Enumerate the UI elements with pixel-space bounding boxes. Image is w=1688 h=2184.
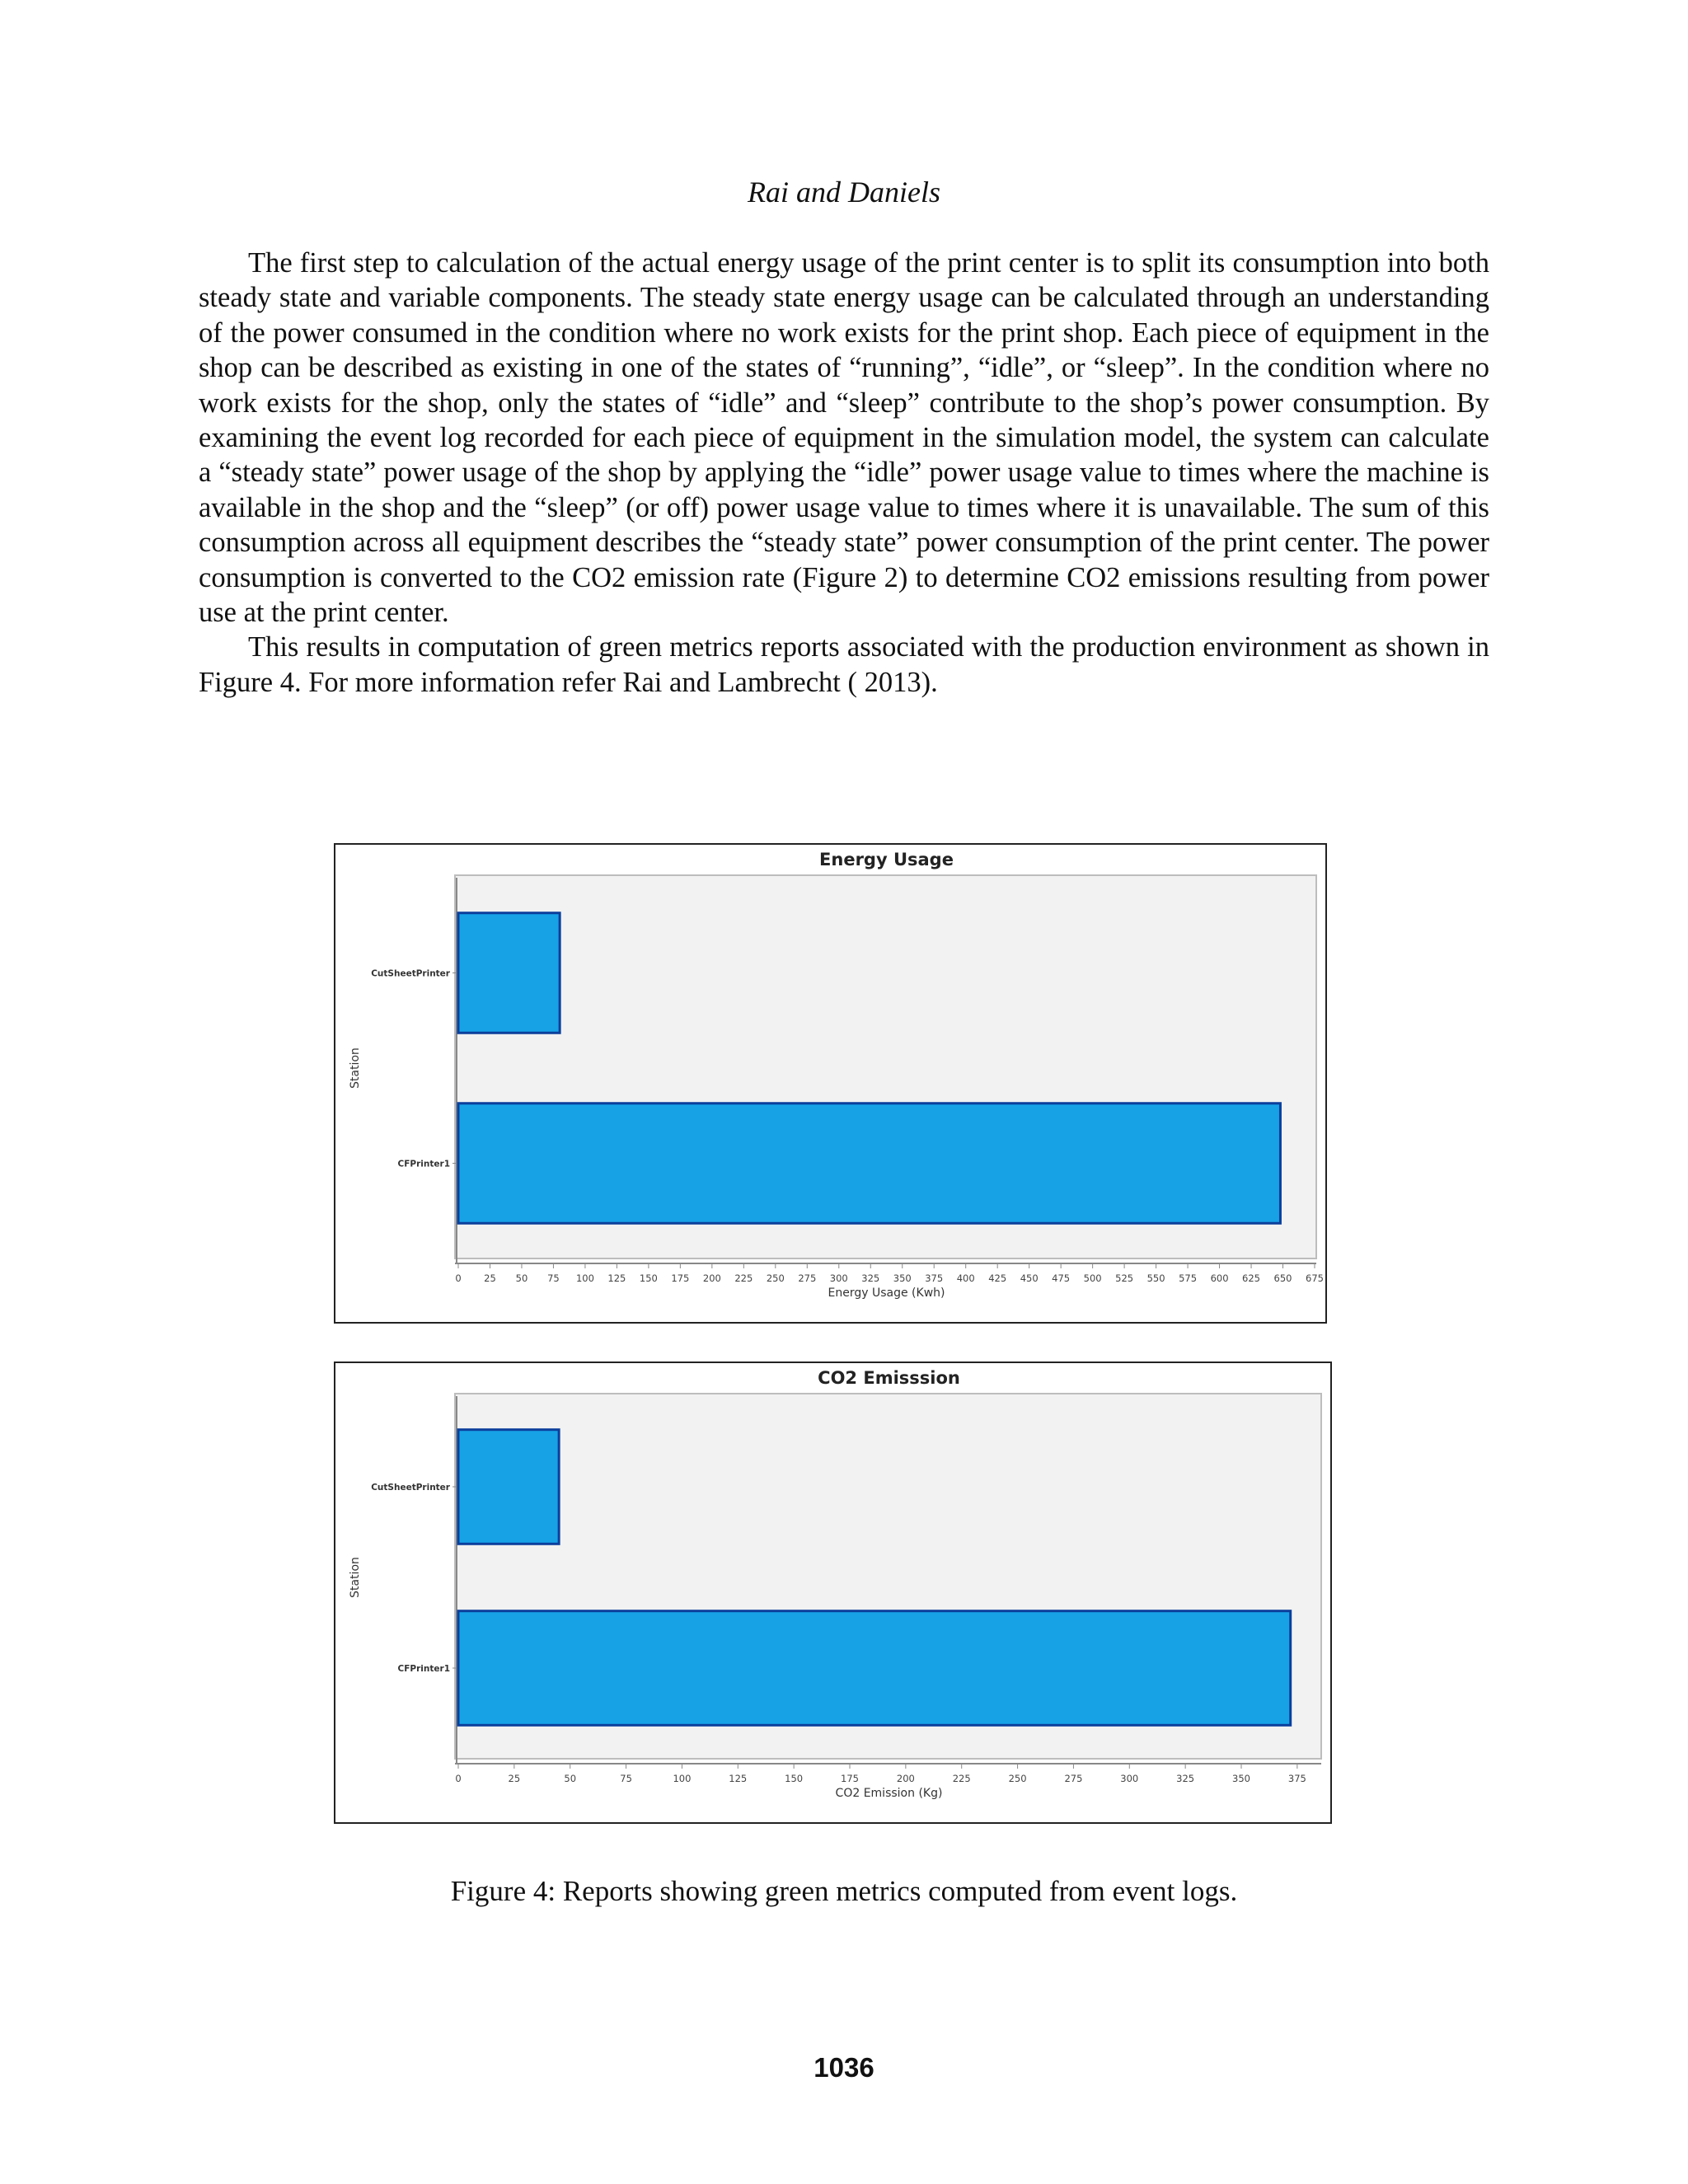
x-tick-label: 425 [988, 1272, 1007, 1284]
chart-title: Energy Usage [819, 850, 954, 869]
x-tick-label: 575 [1179, 1272, 1198, 1284]
x-tick-label: 400 [956, 1272, 975, 1284]
x-tick-label: 200 [702, 1272, 721, 1284]
x-tick-label: 375 [925, 1272, 944, 1284]
paragraph-1: The first step to calculation of the actual energy usage of the print center is to split its consumption into both steady state and variable components. The steady state energy usage can be calculated through an understanding of the power consumed in the condition where no work exists for the print shop. Each piece of equipment in the shop can be described as existing in one of the states of “running”, “idle”, or “sleep”. In the condition where no work exists for the shop, only the states of “idle” and “sleep” contribute to the shop’s power consumption. By examining the event log recorded for each piece of equipment in the simulation model, the system can calculate a “steady state” power usage of the shop by applying the “idle” power usage value to times where the machine is available in the shop and the “sleep” (or off) power usage value to times where it is unavailable. The sum of this consumption across all equipment describes the “steady state” power consumption of the print center. The power consumption is converted to the CO2 emission rate (Figure 2) to determine CO2 emissions resulting from power use at the print center. [199, 247, 1489, 629]
x-tick-label: 50 [515, 1272, 528, 1284]
page-number: 1036 [814, 2052, 874, 2083]
x-tick-label: 0 [455, 1773, 462, 1784]
chart-title: CO2 Emisssion [818, 1368, 960, 1388]
x-tick-label: 625 [1242, 1272, 1261, 1284]
x-tick-label: 375 [1287, 1773, 1306, 1784]
x-tick-label: 450 [1020, 1272, 1039, 1284]
x-tick-label: 100 [673, 1773, 692, 1784]
x-axis-label: Energy Usage (Kwh) [828, 1286, 945, 1300]
x-tick-label: 325 [1176, 1773, 1195, 1784]
x-tick-label: 175 [841, 1773, 859, 1784]
category-label: CutSheetPrinter [371, 1483, 450, 1493]
body-text [199, 246, 1489, 700]
x-axis-label: CO2 Emission (Kg) [835, 1787, 943, 1800]
category-label: CutSheetPrinter [371, 968, 450, 979]
x-tick-label: 150 [785, 1773, 804, 1784]
x-tick-label: 150 [639, 1272, 658, 1284]
bar-cutsheetprinter [458, 1430, 559, 1544]
running-header: Rai and Daniels [748, 176, 940, 209]
x-tick-label: 325 [861, 1272, 880, 1284]
x-tick-label: 675 [1306, 1272, 1324, 1284]
co2-emission-chart-svg [335, 1363, 1330, 1822]
energy-usage-chart-svg [335, 845, 1325, 1322]
x-tick-label: 175 [671, 1272, 690, 1284]
x-tick-label: 50 [564, 1773, 577, 1784]
bar-cfprinter1 [458, 1104, 1280, 1224]
x-tick-label: 25 [484, 1272, 496, 1284]
category-label: CFPrinter1 [397, 1664, 450, 1674]
x-tick-label: 650 [1273, 1272, 1292, 1284]
y-axis-label: Station [349, 1047, 362, 1089]
x-tick-label: 200 [896, 1773, 915, 1784]
x-tick-label: 350 [1232, 1773, 1250, 1784]
x-tick-label: 75 [620, 1773, 632, 1784]
x-tick-label: 75 [547, 1272, 560, 1284]
x-tick-label: 0 [455, 1272, 462, 1284]
x-tick-label: 275 [798, 1272, 817, 1284]
x-tick-label: 125 [729, 1773, 748, 1784]
x-tick-label: 350 [893, 1272, 912, 1284]
energy-usage-chart [334, 843, 1327, 1324]
co2-emission-chart [334, 1361, 1332, 1824]
x-tick-label: 225 [952, 1773, 971, 1784]
x-tick-label: 600 [1210, 1272, 1229, 1284]
category-label: CFPrinter1 [397, 1159, 450, 1169]
x-tick-label: 25 [508, 1773, 521, 1784]
bar-cutsheetprinter [458, 913, 560, 1033]
x-tick-label: 250 [1008, 1773, 1027, 1784]
bar-cfprinter1 [458, 1611, 1291, 1726]
x-tick-label: 300 [1120, 1773, 1139, 1784]
x-tick-label: 300 [829, 1272, 848, 1284]
x-tick-label: 100 [575, 1272, 594, 1284]
x-tick-label: 525 [1115, 1272, 1134, 1284]
x-tick-label: 500 [1083, 1272, 1102, 1284]
y-axis-label: Station [349, 1557, 362, 1598]
x-tick-label: 275 [1064, 1773, 1083, 1784]
paragraph-2: This results in computation of green metrics reports associated with the production environment as shown in Figure 4. For more information refer Rai and Lambrecht ( 2013). [199, 631, 1489, 698]
x-tick-label: 125 [607, 1272, 626, 1284]
x-tick-label: 250 [766, 1272, 785, 1284]
figure-caption: Figure 4: Reports showing green metrics computed from event logs. [450, 1875, 1238, 1907]
x-tick-label: 225 [734, 1272, 753, 1284]
x-tick-label: 550 [1146, 1272, 1165, 1284]
x-tick-label: 475 [1052, 1272, 1071, 1284]
